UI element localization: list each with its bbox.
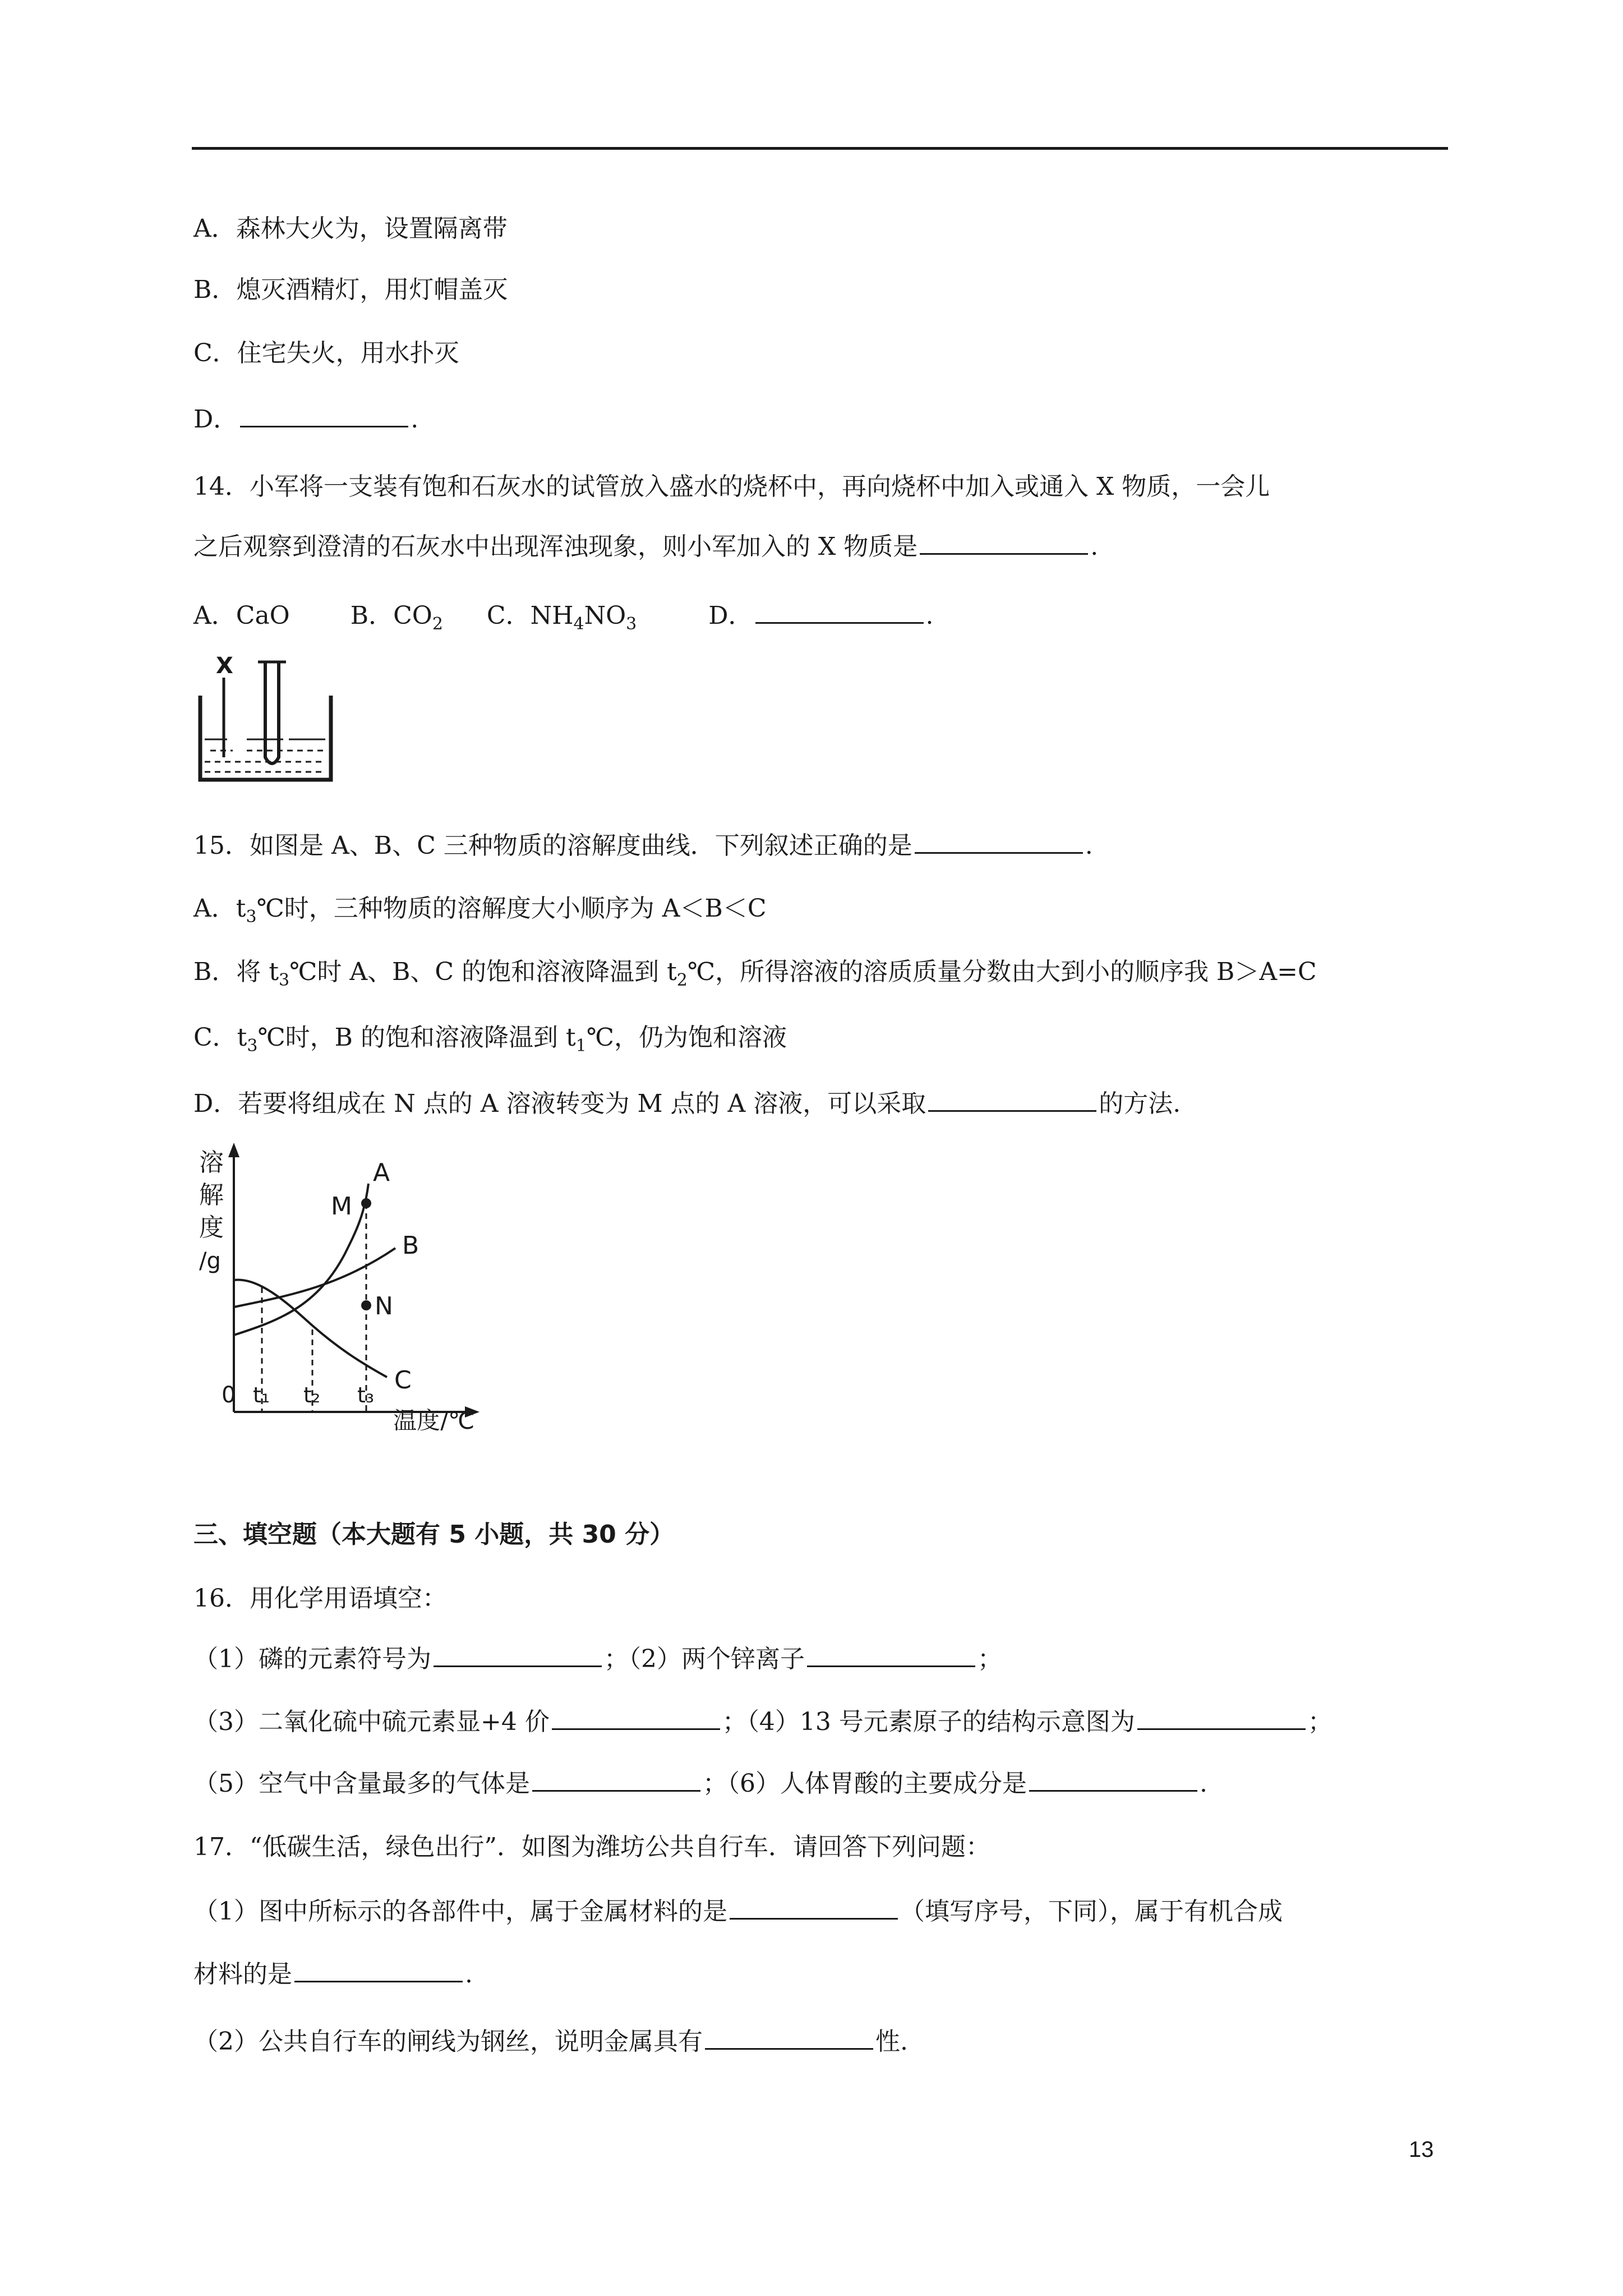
q14-option-d: D． . [708,601,934,630]
q16-row-2: （3）二氧化硫中硫元素显+4 价 ；（4）13 号元素原子的结构示意图为 ； [193,1708,1332,1736]
t1-label: t₁ [253,1383,270,1407]
y-axis-label-4: /g [199,1248,221,1274]
q17-part-1-line2: 材料的是 . [193,1960,473,1989]
answer-blank[interactable] [920,533,1088,555]
q17-part-2: （2）公共自行车的闸线为钢丝，说明金属具有 性. [193,2027,908,2056]
answer-blank[interactable] [434,1645,602,1667]
q15-option-a: A．$t_3℃$时，三种物质的溶解度大小顺序为 A＜B＜C [193,894,767,927]
answer-blank[interactable] [294,1961,463,1982]
y-axis-label-3: 度 [199,1213,224,1242]
answer-blank[interactable] [552,1708,720,1730]
q15-option-c: C．$t_3℃$时，B 的饱和溶液降温到 $t_1℃$，仍为饱和溶液 [193,1023,787,1056]
curve-a-label: A [373,1158,390,1187]
q17-stem: 17．“低碳生活，绿色出行”．如图为潍坊公共自行车．请回答下列问题： [193,1833,990,1861]
answer-blank[interactable] [730,1898,898,1920]
t3-label: t₃ [357,1383,375,1407]
q13-option-a: A．森林大火为，设置隔离带 [193,214,508,243]
answer-blank[interactable] [807,1645,975,1667]
q15-stem: 15．如图是 A、B、C 三种物质的溶解度曲线．下列叙述正确的是 . [193,831,1093,860]
t2-label: t₂ [303,1383,321,1407]
answer-blank[interactable] [532,1770,700,1792]
curve-c-label: C [394,1366,412,1395]
q16-row-3: （5）空气中含量最多的气体是 ；（6）人体胃酸的主要成分是 . [193,1769,1207,1798]
point-m-label: M [331,1192,352,1221]
q14-options [193,599,934,641]
answer-blank[interactable] [915,832,1083,854]
answer-blank[interactable] [1029,1770,1197,1792]
solubility-curve-figure [193,1136,494,1430]
answer-blank[interactable] [705,2028,873,2050]
point-n-label: N [375,1292,393,1320]
header-rule [192,147,1448,150]
answer-blank[interactable] [1137,1708,1306,1730]
q13-option-d: D． . [193,405,419,434]
curve-b-label: B [402,1231,419,1260]
q13-option-c: C．住宅失火，用水扑灭 [193,339,459,367]
answer-blank[interactable] [755,602,924,624]
q15-option-b: B．将 $t_3℃$时 A、B、C 的饱和溶液降温到 $t_2℃$，所得溶液的溶质质量分数由大到小的顺序我 B＞A=C [193,958,1317,990]
figure-label-x: X [216,653,233,679]
q13-option-b: B．熄灭酒精灯，用灯帽盖灭 [193,275,508,304]
beaker-test-tube-figure [193,645,339,788]
q14-option-b: B．$CO_2$ [350,601,443,634]
point-n [361,1300,371,1310]
page-number: 13 [1409,2137,1434,2162]
q16-row-1: （1）磷的元素符号为 ；（2）两个锌离子 ； [193,1645,1002,1673]
y-axis-label-1: 溶 [199,1148,224,1177]
q14-stem-line1: 14．小军将一支装有饱和石灰水的试管放入盛水的烧杯中，再向烧杯中加入或通入 X 物质，一会儿 [193,472,1270,501]
answer-blank[interactable] [928,1090,1096,1112]
origin-label: 0 [222,1382,236,1408]
q14-option-c: C．$NH_4NO_3$ [486,601,637,634]
y-axis-label-2: 解 [199,1181,224,1209]
q15-option-d: D．若要将组成在 N 点的 A 溶液转变为 M 点的 A 溶液，可以采取 的方法. [193,1089,1181,1118]
q17-part-1-line1: （1）图中所标示的各部件中，属于金属材料的是 （填写序号，下同），属于有机合成 [193,1897,1283,1926]
point-m [361,1198,371,1208]
answer-blank[interactable] [240,406,408,427]
q14-stem-line2: 之后观察到澄清的石灰水中出现浑浊现象，则小军加入的 X 物质是 . [193,532,1099,561]
section-heading: 三、填空题（本大题有 5 小题，共 30 分） [193,1520,675,1549]
q16-stem: 16．用化学用语填空： [193,1584,447,1613]
q14-option-a: A．CaO [193,601,290,630]
x-axis-label: 温度/℃ [393,1407,475,1430]
